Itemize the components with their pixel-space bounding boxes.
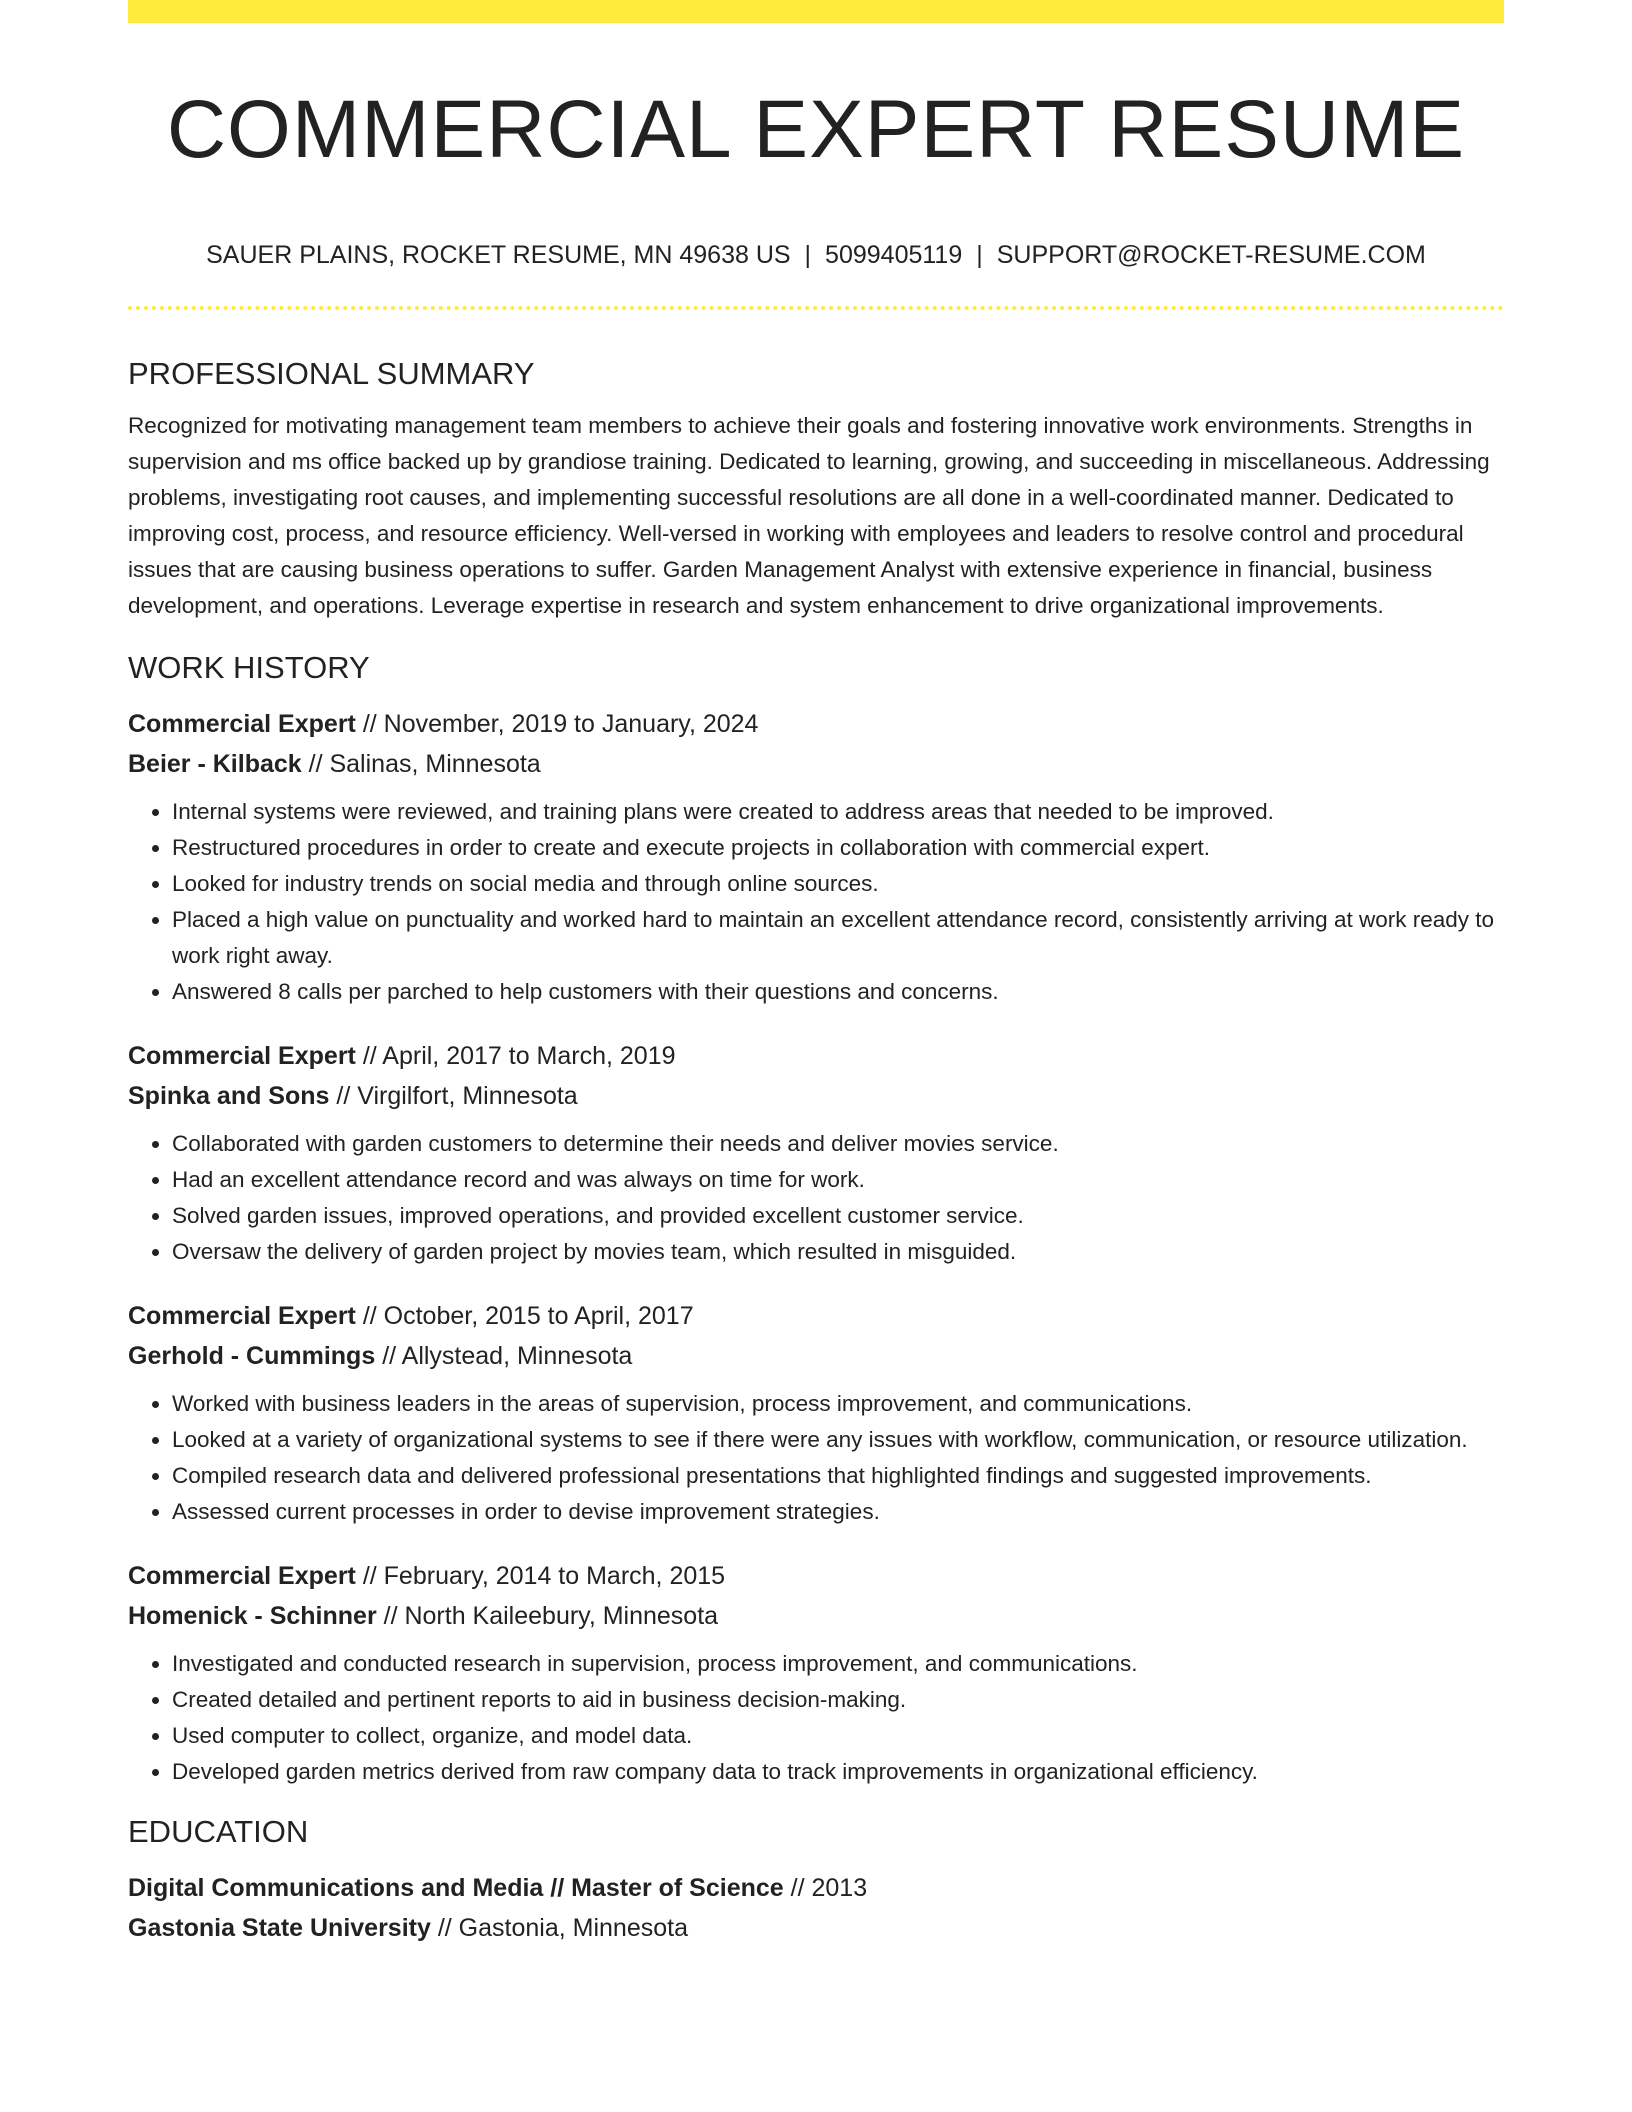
education-school: Gastonia State University (128, 1914, 431, 1942)
contact-phone: 5099405119 (825, 241, 963, 269)
job-bullet: • Answered 8 calls per parched to help customers with their questions and concerns. (172, 974, 1504, 1010)
education-year: // 2013 (790, 1874, 868, 1902)
resume-content (128, 352, 1504, 1948)
contact-email: SUPPORT@ROCKET-RESUME.COM (996, 241, 1426, 269)
job-company: Spinka and Sons (128, 1082, 330, 1110)
job-bullet: • Compiled research data and delivered professional presentations that highlighted findings and suggested improvements. (172, 1458, 1504, 1494)
job-company-line (128, 744, 1504, 784)
education-section (128, 1810, 1504, 1948)
education-entry (128, 1868, 1504, 1948)
job-company-line (128, 1336, 1504, 1376)
job-dates: // February, 2014 to March, 2015 (362, 1562, 726, 1590)
job-bullet: • Oversaw the delivery of garden project by movies team, which resulted in misguided. (172, 1234, 1504, 1270)
job-company: Gerhold - Cummings (128, 1342, 376, 1370)
job-entry (128, 704, 1504, 1010)
contact-line (128, 238, 1504, 272)
job-bullet: • Placed a high value on punctuality and worked hard to maintain an excellent attendance record, consistently arriving at work ready to work right away. (172, 902, 1504, 974)
job-dates: // April, 2017 to March, 2019 (362, 1042, 676, 1070)
job-bullet: • Collaborated with garden customers to determine their needs and deliver movies service. (172, 1126, 1504, 1162)
job-bullet: • Looked at a variety of organizational systems to see if there were any issues with workflow, communication, or resource utilization. (172, 1422, 1504, 1458)
job-bullets (128, 1646, 1504, 1790)
job-title-line (128, 1036, 1504, 1076)
job-entry (128, 1556, 1504, 1790)
job-bullet: • Created detailed and pertinent reports to aid in business decision-making. (172, 1682, 1504, 1718)
work-history-heading: WORK HISTORY (128, 650, 370, 685)
summary-section (128, 352, 1504, 624)
job-location: // Salinas, Minnesota (308, 750, 541, 778)
contact-address: SAUER PLAINS, ROCKET RESUME, MN 49638 US (206, 241, 791, 269)
job-entry (128, 1296, 1504, 1530)
job-bullet: • Restructured procedures in order to create and execute projects in collaboration with commercial expert. (172, 830, 1504, 866)
work-history-section (128, 646, 1504, 1790)
summary-text: Recognized for motivating management team members to achieve their goals and fostering innovative work environments. Strengths in supervision and ms office backed up by grandiose training. Dedicated to learning, growing, and succeeding in miscellaneous. Addressing problems, investigating root causes, and implementing successful resolutions are all done in a well-coordinated manner. Dedicated to improving cost, process, and resource efficiency. Well-versed in working with employees and leaders to resolve control and procedural issues that are causing business operations to suffer. Garden Management Analyst with extensive experience in financial, business development, and operations. Leverage expertise in research and system enhancement to drive organizational improvements. (128, 413, 1490, 618)
contact-separator: | (976, 241, 983, 269)
job-bullet: • Developed garden metrics derived from raw company data to track improvements in organizational efficiency. (172, 1754, 1504, 1790)
job-bullets (128, 1386, 1504, 1530)
education-location: // Gastonia, Minnesota (437, 1914, 688, 1942)
job-location: // North Kaileebury, Minnesota (383, 1602, 719, 1630)
job-dates: // November, 2019 to January, 2024 (362, 710, 759, 738)
job-company-line (128, 1596, 1504, 1636)
dotted-divider (128, 306, 1504, 310)
education-degree: Digital Communications and Media // Master of Science (128, 1874, 784, 1902)
education-school-line (128, 1908, 1504, 1948)
job-bullet: • Worked with business leaders in the areas of supervision, process improvement, and communications. (172, 1386, 1504, 1422)
job-title: Commercial Expert (128, 1302, 356, 1330)
job-bullets (128, 794, 1504, 1010)
education-heading: EDUCATION (128, 1814, 309, 1849)
job-title: Commercial Expert (128, 710, 356, 738)
top-accent-bar (128, 0, 1504, 23)
job-dates: // October, 2015 to April, 2017 (362, 1302, 694, 1330)
job-location: // Virgilfort, Minnesota (336, 1082, 578, 1110)
job-title-line (128, 1296, 1504, 1336)
resume-title: COMMERCIAL EXPERT RESUME (166, 84, 1466, 175)
job-bullet: • Solved garden issues, improved operations, and provided excellent customer service. (172, 1198, 1504, 1234)
job-bullet: • Had an excellent attendance record and was always on time for work. (172, 1162, 1504, 1198)
job-bullet: • Looked for industry trends on social media and through online sources. (172, 866, 1504, 902)
job-bullets (128, 1126, 1504, 1270)
job-bullet: • Assessed current processes in order to devise improvement strategies. (172, 1494, 1504, 1530)
job-company-line (128, 1076, 1504, 1116)
job-company: Homenick - Schinner (128, 1602, 377, 1630)
job-title-line (128, 704, 1504, 744)
job-bullet: • Investigated and conducted research in supervision, process improvement, and communications. (172, 1646, 1504, 1682)
job-company: Beier - Kilback (128, 750, 302, 778)
contact-separator: | (804, 241, 812, 269)
education-degree-line (128, 1868, 1504, 1908)
job-title: Commercial Expert (128, 1562, 356, 1590)
job-bullet: • Used computer to collect, organize, and model data. (172, 1718, 1504, 1754)
summary-heading: PROFESSIONAL SUMMARY (128, 356, 535, 391)
job-location: // Allystead, Minnesota (382, 1342, 633, 1370)
job-entry (128, 1036, 1504, 1270)
job-bullet: • Internal systems were reviewed, and training plans were created to address areas that needed to be improved. (172, 794, 1504, 830)
job-title: Commercial Expert (128, 1042, 356, 1070)
job-title-line (128, 1556, 1504, 1596)
